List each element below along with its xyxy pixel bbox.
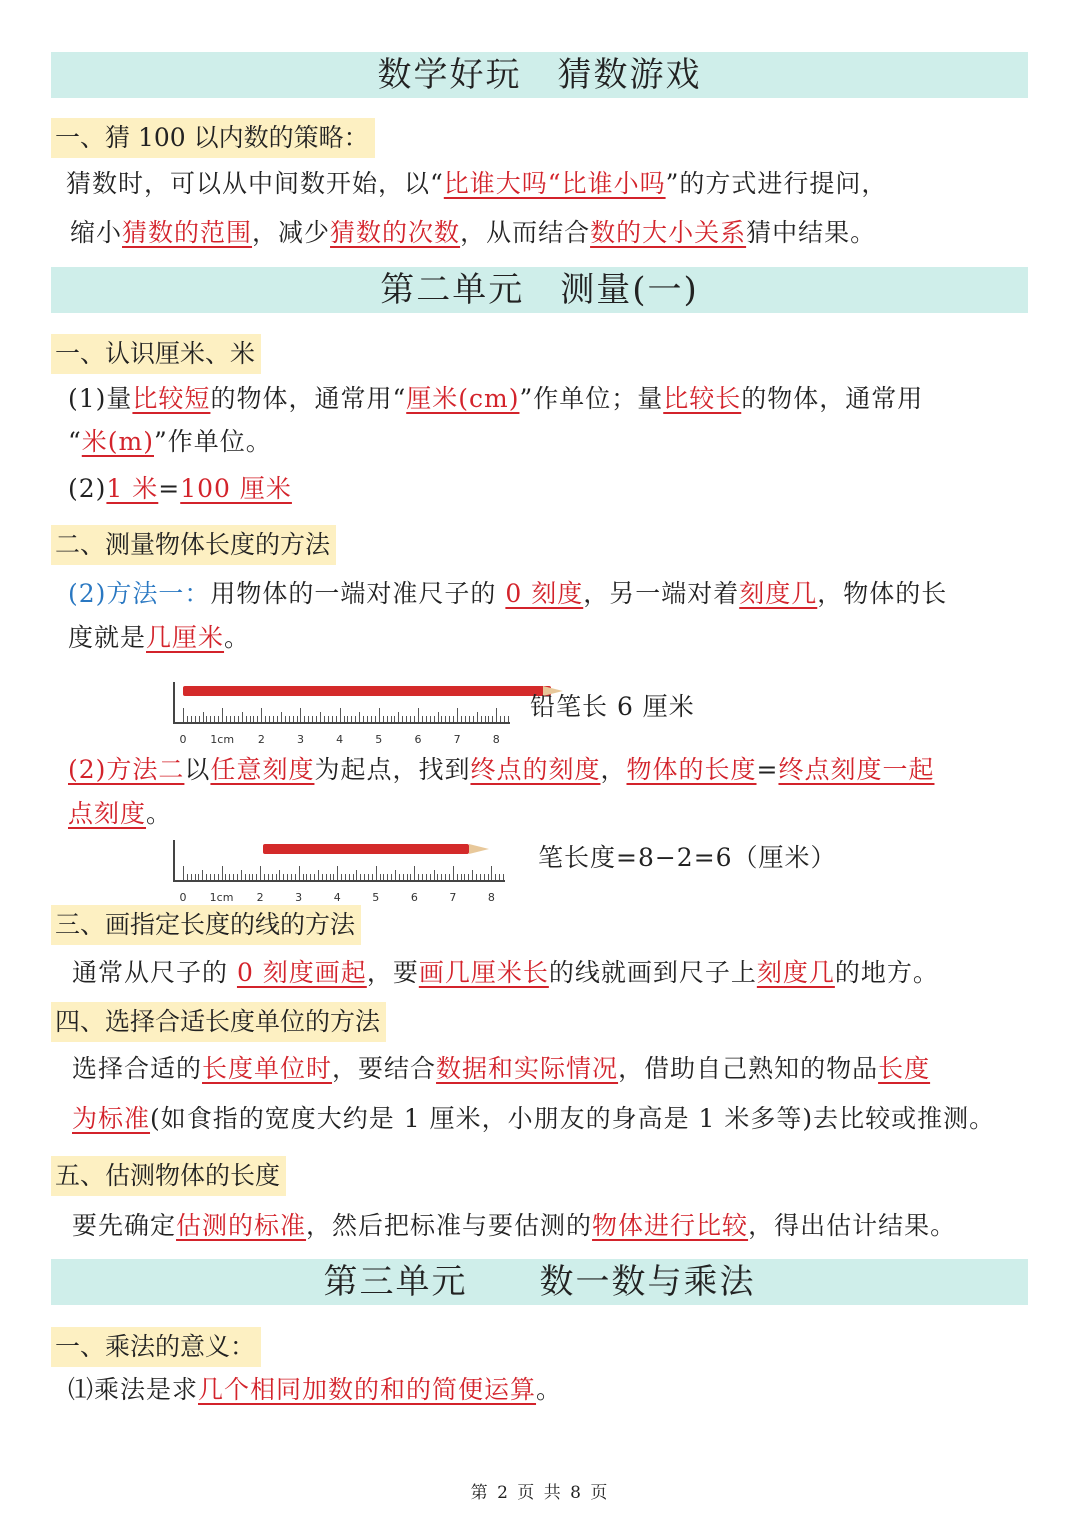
ruler-tick	[496, 708, 497, 722]
ruler-number: 3	[296, 733, 304, 746]
ruler-tick	[308, 716, 309, 722]
unit2-s4-line2: 为标准(如食指的宽度大约是 1 厘米，小朋友的身高是 1 米多等)去比较或推测。	[72, 1104, 996, 1133]
unit2-s4-heading: 四、选择合适长度单位的方法	[51, 1002, 386, 1042]
ruler-number: 6	[410, 891, 418, 904]
ruler-tick	[403, 874, 404, 880]
ruler-number: 2	[257, 733, 265, 746]
ruler-tick	[273, 716, 274, 722]
page-footer: 第 2 页 共 8 页	[470, 1483, 610, 1503]
unit2-s1-heading: 一、认识厘米、米	[51, 334, 261, 374]
ruler-number: 8	[487, 891, 495, 904]
unit3-line1: ⑴乘法是求几个相同加数的和的简便运算。	[68, 1375, 563, 1404]
ruler-tick	[371, 716, 372, 722]
ruler-tick	[438, 712, 439, 722]
ruler-tick	[469, 716, 470, 722]
ruler-tick	[336, 716, 337, 722]
ruler-number: 0	[179, 891, 187, 904]
ruler-tick	[499, 874, 500, 880]
ruler-tick	[360, 874, 361, 880]
unit3-heading: 一、乘法的意义：	[51, 1327, 261, 1367]
ruler-tick	[306, 874, 307, 880]
ruler-tick	[238, 716, 239, 722]
ruler-tick	[491, 866, 492, 880]
ruler-tick	[426, 716, 427, 722]
ruler-tick	[206, 874, 207, 880]
unit2-s2-heading: 二、测量物体长度的方法	[51, 525, 336, 565]
ruler-tick	[426, 874, 427, 880]
ruler-tick	[295, 874, 296, 880]
ruler-tick	[310, 874, 311, 880]
ruler-tick	[495, 874, 496, 880]
ruler-tick	[398, 712, 399, 722]
ruler-tick	[195, 874, 196, 880]
ruler-tick	[422, 874, 423, 880]
ruler-tick	[237, 874, 238, 880]
ruler-tick	[199, 716, 200, 722]
ruler-tick	[355, 716, 356, 722]
ruler-tick	[279, 870, 280, 880]
unit3-title: 第三单元 数一数与乘法	[51, 1259, 1028, 1305]
ruler-tick	[340, 708, 341, 722]
ruler-tick	[210, 716, 211, 722]
ruler-tick	[430, 716, 431, 722]
ruler-tick	[434, 870, 435, 880]
unit2-s1-line3: (2)1 米=100 厘米	[68, 474, 292, 503]
unit2-s5-line1: 要先确定估测的标准，然后把标准与要估测的物体进行比较，得出估计结果。	[72, 1211, 957, 1240]
ruler-tick	[229, 874, 230, 880]
ruler-tick	[465, 716, 466, 722]
ruler-tick	[183, 866, 184, 880]
ruler-tick	[468, 874, 469, 880]
ruler-tick	[195, 716, 196, 722]
ruler-tick	[285, 716, 286, 722]
ruler-tick	[264, 874, 265, 880]
ruler-number: 1cm	[210, 733, 235, 746]
ruler-tick	[191, 874, 192, 880]
ruler-tick	[383, 716, 384, 722]
unit2-s5-heading: 五、估测物体的长度	[51, 1156, 286, 1196]
pen-tip	[469, 844, 489, 854]
ruler-tick	[457, 874, 458, 880]
ruler-tick	[414, 716, 415, 722]
ruler-tick	[391, 716, 392, 722]
ruler-tick	[234, 716, 235, 722]
unit2-s2-method1-line1: (2)方法一：用物体的一端对准尺子的 0 刻度，另一端对着刻度几，物体的长	[68, 579, 948, 608]
ruler-tick	[434, 716, 435, 722]
ruler-tick	[399, 874, 400, 880]
ruler-tick	[226, 716, 227, 722]
ruler-tick	[289, 716, 290, 722]
ruler-tick	[330, 874, 331, 880]
ruler-tick	[383, 874, 384, 880]
ruler-tick	[250, 716, 251, 722]
ruler-tick	[272, 874, 273, 880]
ruler-number: 4	[336, 733, 344, 746]
ruler-number: 0	[179, 733, 187, 746]
ruler-tick	[473, 716, 474, 722]
ruler-tick	[230, 716, 231, 722]
ruler-number: 7	[453, 733, 461, 746]
ruler-tick	[430, 874, 431, 880]
ruler-tick	[297, 716, 298, 722]
unit2-s3-heading: 三、画指定长度的线的方法	[51, 905, 361, 945]
ruler-figure-2	[173, 840, 505, 904]
ruler-tick	[441, 716, 442, 722]
ruler-tick	[222, 866, 223, 880]
unit2-title: 第二单元 测量(一)	[51, 267, 1028, 313]
unit1-title: 数学好玩 猜数游戏	[51, 52, 1028, 98]
ruler-tick	[488, 874, 489, 880]
ruler-tick	[461, 874, 462, 880]
ruler-tick	[191, 716, 192, 722]
ruler-tick	[345, 874, 346, 880]
ruler-tick	[414, 866, 415, 880]
ruler-tick	[252, 874, 253, 880]
unit2-s3-line1: 通常从尺子的 0 刻度画起，要画几厘米长的线就画到尺子上刻度几的地方。	[72, 958, 939, 987]
ruler-tick	[316, 716, 317, 722]
ruler-number: 8	[492, 733, 500, 746]
ruler-tick	[322, 874, 323, 880]
unit1-line1: 猜数时，可以从中间数开始，以“比谁大吗“比谁小吗”的方式进行提问，	[66, 169, 888, 198]
ruler-tick	[303, 874, 304, 880]
ruler-tick	[484, 874, 485, 880]
ruler-tick	[202, 870, 203, 880]
ruler-tick	[304, 716, 305, 722]
ruler-tick	[503, 874, 504, 880]
ruler-tick	[268, 874, 269, 880]
ruler-tick	[375, 716, 376, 722]
ruler-tick	[287, 874, 288, 880]
ruler-tick	[457, 708, 458, 722]
unit1-line2: 缩小猜数的范围，减少猜数的次数，从而结合数的大小关系猜中结果。	[70, 218, 877, 247]
ruler-tick	[300, 708, 301, 722]
ruler-tick	[364, 874, 365, 880]
ruler-number: 1cm	[209, 891, 234, 904]
ruler-tick	[485, 716, 486, 722]
ruler-tick	[257, 716, 258, 722]
ruler-tick	[341, 874, 342, 880]
ruler-tick	[324, 716, 325, 722]
ruler-tick	[253, 716, 254, 722]
ruler-tick	[293, 716, 294, 722]
ruler-number: 6	[414, 733, 422, 746]
ruler-tick	[333, 874, 334, 880]
ruler-tick	[367, 716, 368, 722]
ruler-tick	[387, 874, 388, 880]
ruler-tick	[464, 874, 465, 880]
ruler-tick	[269, 716, 270, 722]
ruler-tick	[481, 716, 482, 722]
ruler-tick	[283, 874, 284, 880]
ruler-tick	[453, 716, 454, 722]
ruler-tick	[337, 866, 338, 880]
ruler-tick	[372, 874, 373, 880]
ruler-number: 4	[333, 891, 341, 904]
ruler1-caption: 铅笔长 6 厘米	[530, 692, 695, 721]
ruler-tick	[410, 716, 411, 722]
ruler-tick	[260, 866, 261, 880]
ruler-tick	[203, 712, 204, 722]
ruler-tick	[395, 870, 396, 880]
unit2-s2-method1-line2: 度就是几厘米。	[68, 623, 251, 652]
ruler-tick	[387, 716, 388, 722]
ruler-tick	[391, 874, 392, 880]
ruler-tick	[449, 716, 450, 722]
ruler-tick	[476, 874, 477, 880]
ruler-tick	[198, 874, 199, 880]
ruler-tick	[453, 866, 454, 880]
ruler-tick	[477, 712, 478, 722]
ruler-number: 3	[295, 891, 303, 904]
ruler-figure-1	[173, 682, 510, 746]
ruler-tick	[353, 874, 354, 880]
ruler-tick	[394, 716, 395, 722]
unit2-s1-line1: (1)量比较短的物体，通常用“厘米(cm)”作单位；量比较长的物体，通常用	[68, 384, 924, 413]
ruler-tick	[422, 716, 423, 722]
ruler-tick	[222, 708, 223, 722]
ruler-tick	[299, 866, 300, 880]
ruler-tick	[347, 716, 348, 722]
unit2-s2-method2-line2: 点刻度。	[68, 799, 173, 828]
ruler-tick	[277, 716, 278, 722]
ruler-tick	[488, 716, 489, 722]
ruler-tick	[314, 874, 315, 880]
unit2-s4-line1: 选择合适的长度单位时，要结合数据和实际情况，借助自己熟知的物品长度	[72, 1054, 931, 1083]
ruler-tick	[281, 712, 282, 722]
ruler-tick	[379, 708, 380, 722]
ruler-tick	[256, 874, 257, 880]
pencil	[183, 686, 551, 696]
ruler-tick	[183, 708, 184, 722]
ruler-tick	[249, 874, 250, 880]
ruler-tick	[449, 874, 450, 880]
ruler-tick	[359, 712, 360, 722]
ruler-tick	[500, 716, 501, 722]
ruler-tick	[242, 712, 243, 722]
ruler-tick	[402, 716, 403, 722]
ruler-tick	[445, 716, 446, 722]
pen	[263, 844, 469, 854]
ruler-tick	[349, 874, 350, 880]
ruler-tick	[380, 874, 381, 880]
ruler-tick	[461, 716, 462, 722]
ruler-tick	[241, 870, 242, 880]
ruler-tick	[291, 874, 292, 880]
unit2-s1-line2: “米(m)”作单位。	[68, 427, 272, 456]
ruler-tick	[312, 716, 313, 722]
ruler-tick	[480, 874, 481, 880]
ruler-tick	[376, 866, 377, 880]
ruler-tick	[233, 874, 234, 880]
ruler-tick	[276, 874, 277, 880]
ruler-tick	[187, 716, 188, 722]
ruler-tick	[344, 716, 345, 722]
ruler-tick	[218, 716, 219, 722]
ruler-tick	[504, 716, 505, 722]
ruler-tick	[368, 874, 369, 880]
ruler-tick	[407, 874, 408, 880]
ruler-tick	[214, 874, 215, 880]
ruler-tick	[406, 716, 407, 722]
ruler-tick	[351, 716, 352, 722]
ruler-tick	[356, 870, 357, 880]
ruler-tick	[445, 874, 446, 880]
ruler-number: 5	[375, 733, 383, 746]
ruler-tick	[418, 874, 419, 880]
ruler-number: 5	[372, 891, 380, 904]
ruler-tick	[187, 874, 188, 880]
unit1-heading: 一、猜 100 以内数的策略：	[51, 118, 375, 158]
ruler-tick	[328, 716, 329, 722]
ruler-number: 7	[449, 891, 457, 904]
ruler-tick	[363, 716, 364, 722]
ruler-tick	[437, 874, 438, 880]
ruler-tick	[332, 716, 333, 722]
ruler-tick	[246, 716, 247, 722]
ruler-tick	[472, 870, 473, 880]
ruler-tick	[206, 716, 207, 722]
ruler-tick	[261, 708, 262, 722]
ruler-tick	[326, 874, 327, 880]
ruler-tick	[218, 874, 219, 880]
ruler-tick	[245, 874, 246, 880]
ruler-tick	[210, 874, 211, 880]
ruler-tick	[320, 712, 321, 722]
ruler-number: 2	[256, 891, 264, 904]
ruler-tick	[410, 874, 411, 880]
ruler-tick	[418, 708, 419, 722]
ruler2-caption: 笔长度=8−2=6（厘米）	[538, 843, 837, 872]
unit2-s2-method2-line1: (2)方法二以任意刻度为起点，找到终点的刻度，物体的长度=终点刻度一起	[68, 755, 935, 784]
ruler-tick	[265, 716, 266, 722]
ruler-tick	[318, 870, 319, 880]
ruler-tick	[214, 716, 215, 722]
ruler-tick	[225, 874, 226, 880]
ruler-tick	[508, 716, 509, 722]
ruler-tick	[492, 716, 493, 722]
ruler-tick	[441, 874, 442, 880]
